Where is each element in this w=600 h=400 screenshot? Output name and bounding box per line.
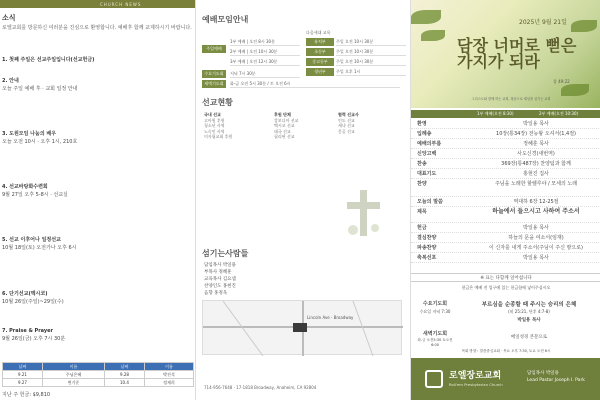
church-contact: 714-956-7648 · 17-1818 Broadway, Anaheim, CA 92804 <box>204 385 317 390</box>
sermon-series-title: 담장 너머로 뻗은 가지가 되라 <box>457 36 577 71</box>
order-row: 대표기도 홍현진 집사 <box>411 169 600 179</box>
sermon-hero <box>411 0 600 108</box>
mission-list-domestic: 국내 선교 고아원 후원 청소년 사역 노숙인 사역 미자립교회 후원 <box>204 112 233 139</box>
order-row: 찬송 369장(통487장) 찬양팀과 함께 <box>411 159 600 169</box>
footnote: 목회 방향 : 말씀중심교회 · 목요 오후 7:30, 토요 오전 6시 <box>461 349 551 353</box>
dept-badge: 청년부 <box>306 68 334 76</box>
news-header-band <box>0 0 195 8</box>
news-item: 2. 안내 오늘 주일 예배 후 · 교회 일정 안내 <box>2 78 78 92</box>
order-row: 찬양 주님을 노래한 할렐루야 / 모세의 노래 <box>411 179 600 197</box>
news-item: 6. 단기선교(멕시코) 10월 26일(주일)~29일(수) <box>2 291 64 305</box>
bulletin-date: 2025년 9월 21일 <box>519 19 567 26</box>
news-intro: 로엘교회를 방문하신 여러분을 진심으로 환영합니다. 예배후 함께 교제하시기 바랍니다. <box>2 25 192 31</box>
news-item: 7. Praise & Prayer 9월 26일(금) 오후 7시 30분 <box>2 328 66 342</box>
olive-leaf-icon <box>421 30 445 41</box>
news-column <box>0 0 196 400</box>
worship-title: 예배모임안내 <box>202 15 249 24</box>
order-row: 환영 박일용 목사 <box>411 119 600 129</box>
map-label: Lincoln Ave · Broadway <box>307 315 354 320</box>
dept-badge: 중고등부 <box>306 58 334 66</box>
order-row: 오늘의 말씀 역대하 6장 12-25절 <box>411 197 600 207</box>
dept-badge: 초등부 <box>306 48 334 56</box>
church-motto: 그리스도와 함께 하는 교회, 복음으로 세상을 섬기는 교회 <box>471 97 551 101</box>
sermon-title-row: 제목 하늘에서 들으시고 사하여 주소서 <box>411 207 600 223</box>
news-item: 5. 선교 이후어나 일정선교 10월 18일(토) 오전가나 오후 6시 <box>2 237 77 251</box>
wednesday-service: 수요기도회 수요일 저녁 7:30 부르심을 순종할 때 주시는 승리의 은혜 (히 25:21, 단후 4:7-8) 박일용 목사 <box>419 301 577 323</box>
church-name-english: Roll'em Presbyterian Church <box>449 382 503 387</box>
location-map <box>202 300 402 355</box>
worship-info-column <box>196 0 410 400</box>
mission-title: 선교현황 <box>202 98 233 107</box>
offering-note: 헌금은 예배 전 입구에 있는 헌금함에 넣어주십시오 <box>461 285 551 290</box>
map-roads-icon <box>203 301 403 356</box>
order-row: 신앙고백 사도신경(새번역) <box>411 149 600 159</box>
news-item: 4. 선교바탕화수련회 9월 27일 오후 5-8시 · 선교실 <box>2 184 68 198</box>
news-item: 1. 첫째 주일은 선교주일입니다(선교헌금) <box>2 57 95 63</box>
order-row: 축복선포 박일용 목사 <box>411 253 600 263</box>
dawn-service: 새벽기도회 화-금 오전5:30 토오전6:00 매일성경 본문으로 <box>417 331 548 347</box>
news-section-title: 소식 <box>2 14 16 22</box>
dept-time: 주일 오전 10시 30분 <box>336 48 406 56</box>
order-row: 예배의부름 정혜훈 목사 <box>411 139 600 149</box>
weekday-time: 저녁 7시 30분 <box>230 70 300 78</box>
sunday-worship-badge: 주일예배 <box>202 45 226 53</box>
church-name: 로엘장로교회 <box>449 371 502 381</box>
table-row: 9.27 변기준 10.4 정재희 <box>3 379 194 387</box>
dept-time: 주일 오전 10시 30분 <box>336 58 406 66</box>
mission-list-partners: 협력 선교사 인도 선교 케냐 선교 몽골 선교 <box>338 112 359 134</box>
order-row: 파송찬양 이 신자를 내게 주소서(주님이 주신 땅으로) <box>411 243 600 253</box>
cross-icon <box>341 186 386 241</box>
mission-list-support: 후원 단체 캄보디아 선교 멕시코 선교 태국 선교 필리핀 선교 <box>274 112 299 139</box>
order-row: 입례송 10장(통34장) 전능왕 오셔서(1,4절) <box>411 129 600 139</box>
servants-list: 담임목사 박일용 부목사 정혜훈 교육목사 김요셉 찬양인도 홍현진 음향 홍정욱 <box>204 263 236 296</box>
olive-leaf-icon <box>411 10 441 24</box>
service-roster-table <box>2 362 194 387</box>
dept-time: 주일 오전 10시 30분 <box>336 38 406 46</box>
weekday-time: 화-금 오전 5시 30분 / 토 오전 6시 <box>230 80 400 88</box>
table-row: 9.21 주님은혜 9.28 박진석 <box>3 371 194 379</box>
standing-note: ※ 표는 다함께 일어섭니다 <box>411 273 600 282</box>
weekday-badge: 수요기도회 <box>202 70 226 78</box>
news-item: 3. 도원모임 나눔의 배우 오늘 오전 10시 · 오후 1시, 210호 <box>2 131 78 145</box>
lead-pastor: 담임목사 박일용 Lead Pastor Joseph I. Park <box>527 371 585 383</box>
order-of-worship-column <box>410 0 600 400</box>
table-header-row: 날짜 이름 날짜 이름 <box>3 363 194 371</box>
sunday-time: 1부 예배 | 오전 8시 30분 <box>230 38 300 46</box>
order-row: 결심찬양 하늘의 문을 여소서(임재) <box>411 233 600 243</box>
olive-leaf-icon <box>561 84 589 96</box>
dept-badge: 유치부 <box>306 38 334 46</box>
offering-total: 지난 주 헌금: $9,810 <box>2 392 51 398</box>
next-gen-label: 다음세대 교육 <box>306 30 331 35</box>
olive-leaf-icon <box>571 20 597 32</box>
dept-time: 주일 오후 1시 <box>336 68 406 76</box>
church-logo-icon <box>425 370 443 388</box>
sermon-reference: 창 49:22 <box>553 79 570 84</box>
church-news-label: CHURCH NEWS <box>100 2 142 7</box>
sunday-time: 2부 예배 | 오전 10시 30분 <box>230 48 300 56</box>
servants-title: 섬기는사람들 <box>202 249 249 258</box>
service-header: 1부 예배(오전 8:30) 2부 예배(오전 10:30) <box>411 110 600 118</box>
weekday-badge: 새벽기도회 <box>202 80 226 88</box>
order-row: 헌금 박일용 목사 <box>411 223 600 233</box>
church-footer <box>411 358 600 400</box>
sunday-time: 3부 예배 | 오전 12시 30분 <box>230 58 300 66</box>
